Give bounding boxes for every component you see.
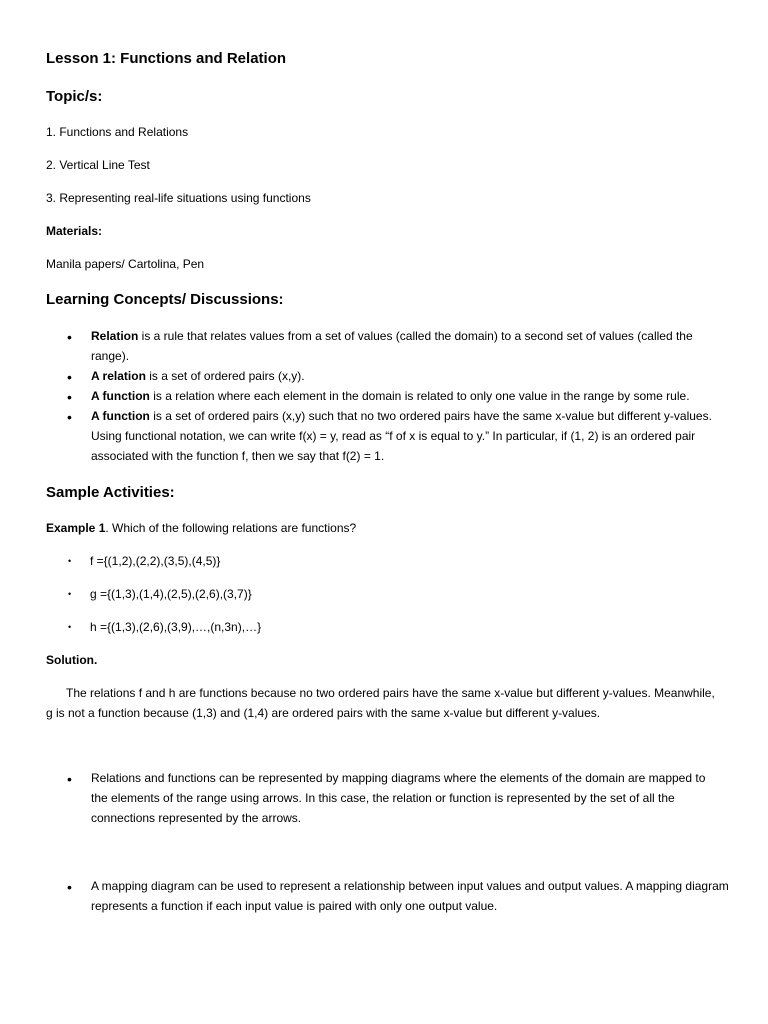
solution-text: The relations f and h are functions because no two ordered pairs have the same x-value but different y-values. Meanwhile, g is not a function because (1,3) and (1,4) are ordered pairs with the same x-value but different y-values.	[46, 686, 715, 720]
materials-heading: Materials:	[46, 224, 103, 238]
bullet-icon: •	[68, 589, 72, 599]
activities-heading: Sample Activities:	[46, 484, 175, 501]
bullet-icon: •	[67, 409, 72, 425]
relation-item: f ={(1,2),(2,2),(3,5),(4,5)}	[90, 554, 221, 568]
topic-item: 1. Functions and Relations	[46, 125, 189, 139]
topic-item: 2. Vertical Line Test	[46, 158, 150, 172]
solution-heading: Solution.	[46, 653, 98, 667]
relation-item: g ={(1,3),(1,4),(2,5),(2,6),(3,7)}	[90, 587, 252, 601]
example-line: Example 1. Which of the following relations are functions?	[46, 521, 357, 535]
concept-item: A function is a relation where each element in the domain is related to only one value in the range by some rule.	[91, 389, 690, 403]
materials-text: Manila papers/ Cartolina, Pen	[46, 257, 205, 271]
concepts-heading: Learning Concepts/ Discussions:	[46, 291, 284, 308]
bullet-icon: •	[67, 389, 72, 405]
note-item: Relations and functions can be represented by mapping diagrams where the elements of the domain are mapped to the elements of the range using arrows. In this case, the relation or function is represented by the set of all the connections represented by the arrows.	[91, 771, 706, 825]
bullet-icon: •	[67, 369, 72, 385]
topics-heading: Topic/s:	[46, 88, 103, 105]
bullet-icon: •	[68, 556, 72, 566]
topic-item: 3. Representing real-life situations using functions	[46, 191, 311, 205]
bullet-icon: •	[67, 879, 72, 895]
bullet-icon: •	[68, 622, 72, 632]
relation-item: h ={(1,3),(2,6),(3,9),…,(n,3n),…}	[90, 620, 262, 634]
note-item: A mapping diagram can be used to represent a relationship between input values and output values. A mapping diagram represents a function if each input value is paired with only one output value.	[91, 879, 729, 913]
bullet-icon: •	[67, 771, 72, 787]
lesson-title: Lesson 1: Functions and Relation	[46, 50, 287, 67]
concept-item: A relation is a set of ordered pairs (x,y).	[91, 369, 305, 383]
bullet-icon: •	[67, 329, 72, 345]
concept-item: Relation is a rule that relates values from a set of values (called the domain) to a second set of values (called the range).	[91, 329, 693, 363]
concept-item: A function is a set of ordered pairs (x,y) such that no two ordered pairs have the same x-value but different y-values. Using functional notation, we can write f(x) = y, read as “f of x is equal to y.” In particular, if (1, 2) is an ordered pair associated with the function f, then we say that f(2) = 1.	[91, 409, 712, 463]
